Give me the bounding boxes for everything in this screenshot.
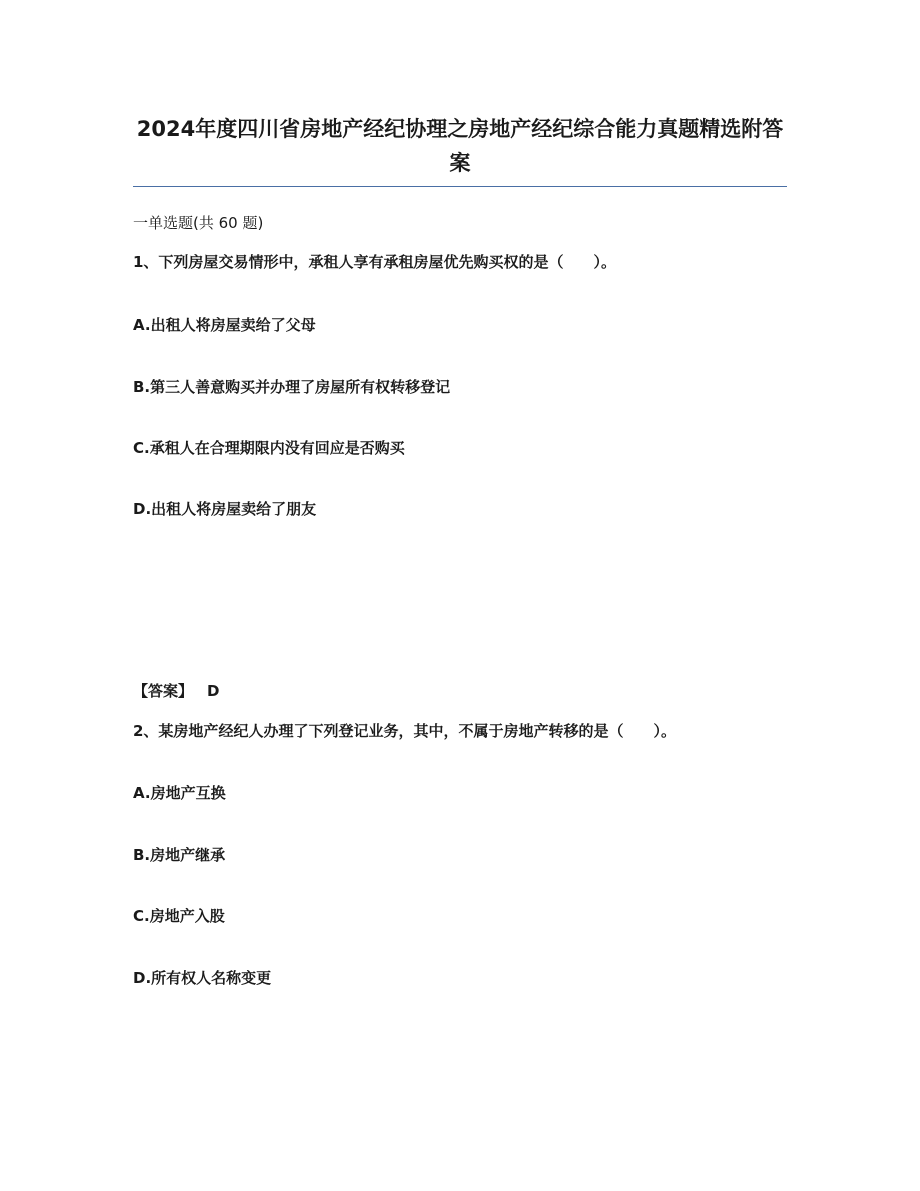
question-1-option-d: D.出租人将房屋卖给了朋友 <box>133 500 317 518</box>
question-2-stem: 2、某房地产经纪人办理了下列登记业务，其中，不属于房地产转移的是（ ）。 <box>133 722 676 740</box>
title-divider <box>133 186 787 187</box>
question-1-option-b: B.第三人善意购买并办理了房屋所有权转移登记 <box>133 378 451 396</box>
question-1-option-c: C.承租人在合理期限内没有回应是否购买 <box>133 439 405 457</box>
document-title: 2024年度四川省房地产经纪协理之房地产经纪综合能力真题精选附答案 <box>136 117 784 175</box>
answer-label: 【答案】 <box>133 682 194 700</box>
question-2-option-b: B.房地产继承 <box>133 846 226 864</box>
question-2-option-a: A.房地产互换 <box>133 784 226 802</box>
question-1-option-a: A.出租人将房屋卖给了父母 <box>133 316 316 334</box>
question-2-option-c: C.房地产入股 <box>133 907 225 925</box>
question-1-stem: 1、下列房屋交易情形中，承租人享有承租房屋优先购买权的是（ ）。 <box>133 253 616 271</box>
question-2-option-d: D.所有权人名称变更 <box>133 969 272 987</box>
section-heading: 一单选题(共 60 题) <box>133 214 264 232</box>
answer-value: D <box>207 682 220 700</box>
question-1-answer <box>133 681 219 701</box>
